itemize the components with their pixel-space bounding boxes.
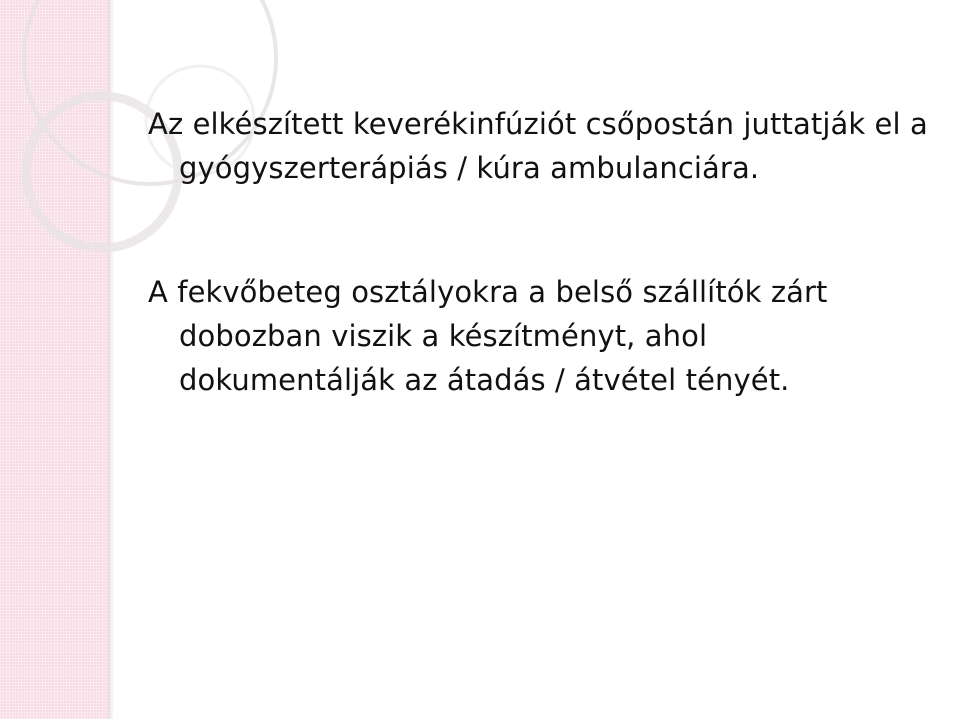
slide-body — [148, 102, 928, 402]
paragraph-1: Az elkészített keverékinfúziót csőpostán juttatják el a gyógyszerterápiás / kúra ambulanciára. — [148, 107, 928, 185]
decorative-side-band — [0, 0, 108, 719]
paragraph-2: A fekvőbeteg osztályokra a belső szállítók zárt dobozban viszik a készítményt, ahol dokumentálják az átadás / átvétel tényét. — [148, 275, 828, 397]
side-band-edge — [108, 0, 114, 719]
